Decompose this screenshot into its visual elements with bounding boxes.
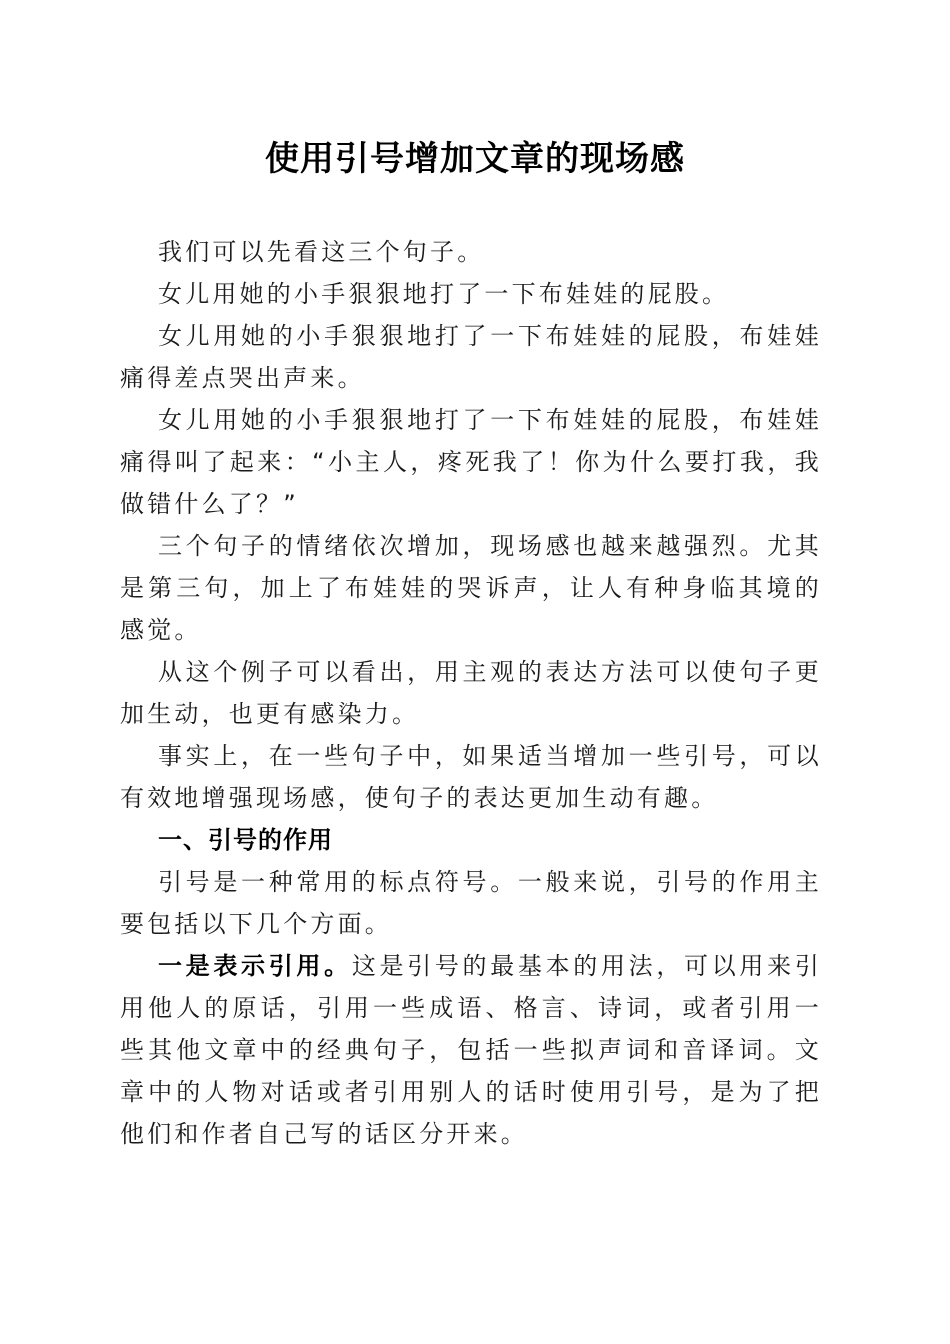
paragraph-sentence-3: 女儿用她的小手狠狠地打了一下布娃娃的屁股，布娃娃痛得叫了起来：“小主人，疼死我了！你为什么要打我，我做错什么了？” <box>120 406 822 518</box>
paragraph-quote-intro: 引号是一种常用的标点符号。一般来说，引号的作用主要包括以下几个方面。 <box>120 868 822 938</box>
paragraph-body-text: 这是引号的最基本的用法，可以用来引用他人的原话，引用一些成语、格言、诗词，或者引用一些其他文章中的经典句子，包括一些拟声词和音译词。文章中的人物对话或者引用别人的话时使用引号，是为了把他们和作者自己写的话区分开来。 <box>120 952 822 1148</box>
document-title: 使用引号增加文章的现场感 <box>265 139 685 179</box>
paragraph-fact: 事实上，在一些句子中，如果适当增加一些引号，可以有效地增强现场感，使句子的表达更加生动有趣。 <box>120 742 822 812</box>
paragraph-conclusion: 从这个例子可以看出，用主观的表达方法可以使句子更加生动，也更有感染力。 <box>120 658 822 728</box>
paragraph-intro: 我们可以先看这三个句子。 <box>158 238 485 266</box>
paragraph-analysis: 三个句子的情绪依次增加，现场感也越来越强烈。尤其是第三句，加上了布娃娃的哭诉声，让人有种身临其境的感觉。 <box>120 532 822 644</box>
section-heading: 一、引号的作用 <box>158 826 333 854</box>
paragraph-sentence-2: 女儿用她的小手狠狠地打了一下布娃娃的屁股，布娃娃痛得差点哭出声来。 <box>120 322 822 392</box>
paragraph-lead-phrase: 一是表示引用。 <box>158 952 352 980</box>
document-body <box>120 231 822 1155</box>
paragraph-sentence-1: 女儿用她的小手狠狠地打了一下布娃娃的屁股。 <box>158 280 730 308</box>
paragraph-quote-usage-1 <box>120 945 822 1155</box>
